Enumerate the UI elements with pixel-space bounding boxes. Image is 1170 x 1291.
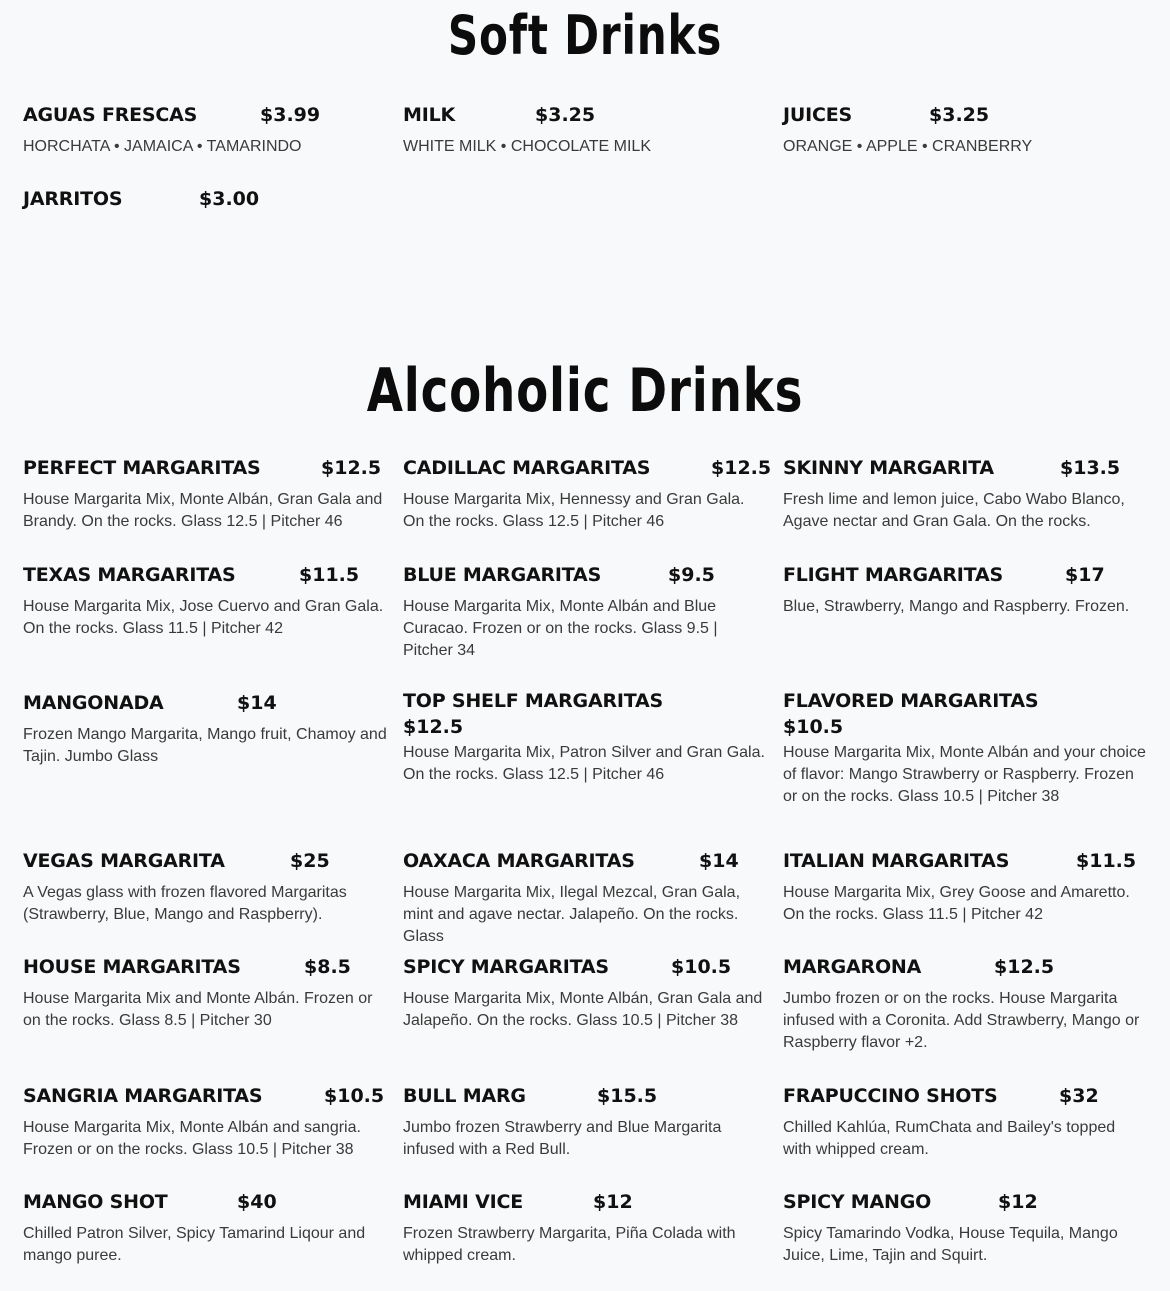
item-price: $8.5 <box>304 956 351 978</box>
item-description: House Margarita Mix, Ilegal Mezcal, Gran Gala, mint and agave nectar. Jalapeño. On the rocks. Glass <box>403 884 741 945</box>
item-description: A Vegas glass with frozen flavored Margaritas (Strawberry, Blue, Mango and Raspberry). <box>23 884 347 923</box>
menu-item <box>23 564 388 640</box>
item-name: BLUE MARGARITAS <box>403 564 602 586</box>
item-price: $10.5 <box>783 716 844 738</box>
menu-item <box>783 850 1148 926</box>
item-description: House Margarita Mix, Monte Albán, Gran Gala and Jalapeño. On the rocks. Glass 10.5 | Pitcher 38 <box>403 990 763 1029</box>
item-price: $17 <box>1065 564 1105 586</box>
item-price: $12.5 <box>711 457 772 479</box>
item-name: MANGO SHOT <box>23 1191 168 1213</box>
menu-item <box>783 690 1148 808</box>
item-description: Frozen Mango Margarita, Mango fruit, Chamoy and Tajin. Jumbo Glass <box>23 726 387 765</box>
menu-item <box>783 1085 1148 1161</box>
item-price: $32 <box>1059 1085 1099 1107</box>
item-name: AGUAS FRESCAS <box>23 104 198 126</box>
item-description: House Margarita Mix, Grey Goose and Amaretto. On the rocks. Glass 11.5 | Pitcher 42 <box>783 884 1130 923</box>
item-price: $11.5 <box>1076 850 1137 872</box>
menu-item <box>403 850 768 948</box>
item-name: BULL MARG <box>403 1085 526 1107</box>
menu-item <box>403 1085 768 1161</box>
menu-item <box>23 188 388 216</box>
menu-item <box>403 1191 768 1267</box>
item-name: VEGAS MARGARITA <box>23 850 225 872</box>
item-description: House Margarita Mix, Monte Albán and Blue Curacao. Frozen or on the rocks. Glass 9.5 | Pitcher 34 <box>403 598 718 659</box>
item-description: House Margarita Mix, Monte Albán and sangria. Frozen or on the rocks. Glass 10.5 | Pitcher 38 <box>23 1119 361 1158</box>
item-price: $3.00 <box>199 188 260 210</box>
item-price: $11.5 <box>299 564 360 586</box>
menu-item <box>23 104 388 158</box>
item-name: HOUSE MARGARITAS <box>23 956 241 978</box>
menu-item <box>783 564 1148 618</box>
menu-item <box>783 956 1148 1054</box>
item-name: SKINNY MARGARITA <box>783 457 994 479</box>
menu-item <box>403 564 768 662</box>
item-price: $15.5 <box>597 1085 658 1107</box>
item-price: $12 <box>998 1191 1038 1213</box>
item-price: $12.5 <box>403 716 464 738</box>
item-name: SPICY MARGARITAS <box>403 956 609 978</box>
item-name: FLAVORED MARGARITAS <box>783 690 1039 712</box>
item-description: House Margarita Mix, Monte Albán, Gran Gala and Brandy. On the rocks. Glass 12.5 | Pitcher 46 <box>23 491 383 530</box>
item-name: JUICES <box>783 104 852 126</box>
item-name: JARRITOS <box>23 188 123 210</box>
item-price: $12 <box>593 1191 633 1213</box>
item-name: OAXACA MARGARITAS <box>403 850 635 872</box>
menu-item <box>23 1191 388 1267</box>
item-description: Jumbo frozen Strawberry and Blue Margarita infused with a Red Bull. <box>403 1119 722 1158</box>
item-description: Frozen Strawberry Margarita, Piña Colada with whipped cream. <box>403 1225 736 1264</box>
item-name: MANGONADA <box>23 692 164 714</box>
menu-item <box>23 1085 388 1161</box>
menu-item <box>23 850 388 926</box>
item-price: $9.5 <box>668 564 715 586</box>
item-description: Fresh lime and lemon juice, Cabo Wabo Blanco, Agave nectar and Gran Gala. On the rocks. <box>783 491 1125 530</box>
menu-item <box>23 956 388 1032</box>
item-price: $3.99 <box>260 104 321 126</box>
menu-item <box>23 692 388 768</box>
menu-item <box>403 457 772 533</box>
item-price: $25 <box>290 850 330 872</box>
item-price: $40 <box>237 1191 277 1213</box>
item-description: Chilled Patron Silver, Spicy Tamarind Liqour and mango puree. <box>23 1225 366 1264</box>
item-name: MIAMI VICE <box>403 1191 523 1213</box>
item-description: House Margarita Mix, Monte Albán and your choice of flavor: Mango Strawberry or Raspberry. Frozen or on the rocks. Glass 10.5 | Pitcher 38 <box>783 744 1146 805</box>
item-price: $3.25 <box>929 104 990 126</box>
item-description: Blue, Strawberry, Mango and Raspberry. Frozen. <box>783 598 1130 615</box>
item-price: $12.5 <box>321 457 382 479</box>
item-price: $10.5 <box>671 956 732 978</box>
menu-item <box>403 956 768 1032</box>
menu-item <box>783 1191 1148 1267</box>
item-price: $12.5 <box>994 956 1055 978</box>
item-price: $14 <box>237 692 277 714</box>
item-description: HORCHATA • JAMAICA • TAMARINDO <box>23 138 302 155</box>
item-name: TEXAS MARGARITAS <box>23 564 236 586</box>
item-description: Jumbo frozen or on the rocks. House Margarita infused with a Coronita. Add Strawberry, Mango or Raspberry flavor +2. <box>783 990 1140 1051</box>
menu-item <box>403 690 768 786</box>
item-description: House Margarita Mix, Patron Silver and Gran Gala. On the rocks. Glass 12.5 | Pitcher 46 <box>403 744 765 783</box>
item-price: $13.5 <box>1060 457 1121 479</box>
item-description: ORANGE • APPLE • CRANBERRY <box>783 138 1033 155</box>
soft-drinks-heading: Soft Drinks <box>447 4 723 67</box>
item-price: $10.5 <box>324 1085 385 1107</box>
item-description: House Margarita Mix, Jose Cuervo and Gran Gala. On the rocks. Glass 11.5 | Pitcher 42 <box>23 598 384 637</box>
item-name: FRAPUCCINO SHOTS <box>783 1085 998 1107</box>
item-description: WHITE MILK • CHOCOLATE MILK <box>403 138 651 155</box>
item-name: TOP SHELF MARGARITAS <box>403 690 664 712</box>
item-name: FLIGHT MARGARITAS <box>783 564 1003 586</box>
item-description: House Margarita Mix, Hennessy and Gran Gala. On the rocks. Glass 12.5 | Pitcher 46 <box>403 491 745 530</box>
item-description: Spicy Tamarindo Vodka, House Tequila, Mango Juice, Lime, Tajin and Squirt. <box>783 1225 1118 1264</box>
item-description: House Margarita Mix and Monte Albán. Frozen or on the rocks. Glass 8.5 | Pitcher 30 <box>23 990 373 1029</box>
item-price: $14 <box>699 850 739 872</box>
item-name: SPICY MANGO <box>783 1191 932 1213</box>
item-name: MARGARONA <box>783 956 922 978</box>
item-price: $3.25 <box>535 104 596 126</box>
item-name: MILK <box>403 104 456 126</box>
item-name: CADILLAC MARGARITAS <box>403 457 651 479</box>
item-name: PERFECT MARGARITAS <box>23 457 261 479</box>
menu-item <box>23 457 388 533</box>
menu-item <box>783 104 1148 158</box>
menu-item <box>403 104 768 158</box>
item-name: SANGRIA MARGARITAS <box>23 1085 263 1107</box>
item-name: ITALIAN MARGARITAS <box>783 850 1010 872</box>
item-description: Chilled Kahlúa, RumChata and Bailey's topped with whipped cream. <box>783 1119 1116 1158</box>
menu-item <box>783 457 1148 533</box>
alcoholic-drinks-heading: Alcoholic Drinks <box>366 356 804 426</box>
